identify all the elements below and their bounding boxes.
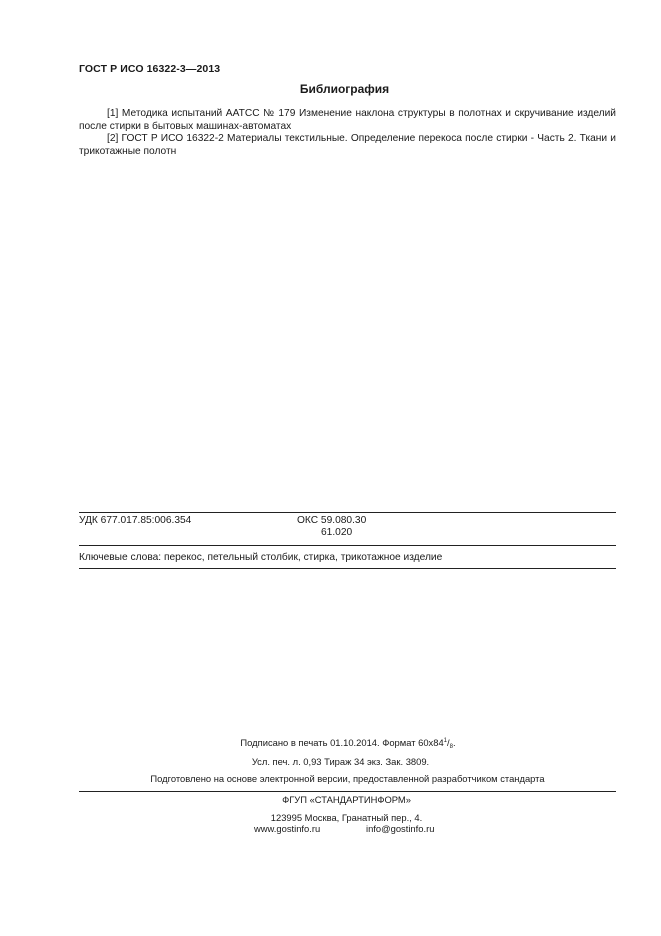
format-subscript: 8 bbox=[449, 744, 453, 750]
keywords-line: Ключевые слова: перекос, петельный столбик, стирка, трикотажное изделие bbox=[79, 552, 443, 563]
imprint-signed-text: Подписано в печать 01.10.2014. Формат 60x84 bbox=[240, 737, 444, 748]
oks-code-1: ОКС 59.080.30 bbox=[297, 515, 367, 526]
imprint-prepared: Подготовлено на основе электронной версии, предоставленной разработчиком стандарта bbox=[150, 773, 545, 784]
imprint-website[interactable]: www.gostinfo.ru bbox=[254, 823, 321, 834]
divider-middle bbox=[79, 545, 616, 546]
oks-code-2: 61.020 bbox=[321, 527, 353, 538]
bibliography-list bbox=[79, 108, 616, 158]
bibliography-item: [1] Методика испытаний AATCC № 179 Изменение наклона структуры в полотнах и скручивание изделий после стирки в бытовых машинах-автоматах bbox=[79, 108, 616, 132]
divider-top bbox=[79, 512, 616, 513]
imprint-publisher: ФГУП «СТАНДАРТИНФОРМ» bbox=[282, 794, 411, 805]
udk-code: УДК 677.017.85:006.354 bbox=[79, 515, 192, 526]
format-superscript: 1 bbox=[443, 738, 448, 744]
document-number: ГОСТ Р ИСО 16322-3—2013 bbox=[79, 63, 221, 75]
format-slash: / bbox=[447, 737, 450, 748]
bibliography-item: [2] ГОСТ Р ИСО 16322-2 Материалы текстильные. Определение перекоса после стирки - Часть 2. Ткани и трикотажные полотн bbox=[79, 133, 616, 157]
imprint-print-info: Усл. печ. л. 0,93 Тираж 34 экз. Зак. 3809. bbox=[251, 756, 430, 767]
section-title: Библиография bbox=[299, 82, 390, 96]
imprint-signed bbox=[0, 737, 661, 750]
imprint-email[interactable]: info@gostinfo.ru bbox=[366, 823, 435, 834]
divider-bottom bbox=[79, 568, 616, 569]
format-end: . bbox=[452, 737, 456, 748]
imprint-divider bbox=[79, 791, 616, 792]
imprint-address: 123995 Москва, Гранатный пер., 4. bbox=[270, 812, 423, 823]
